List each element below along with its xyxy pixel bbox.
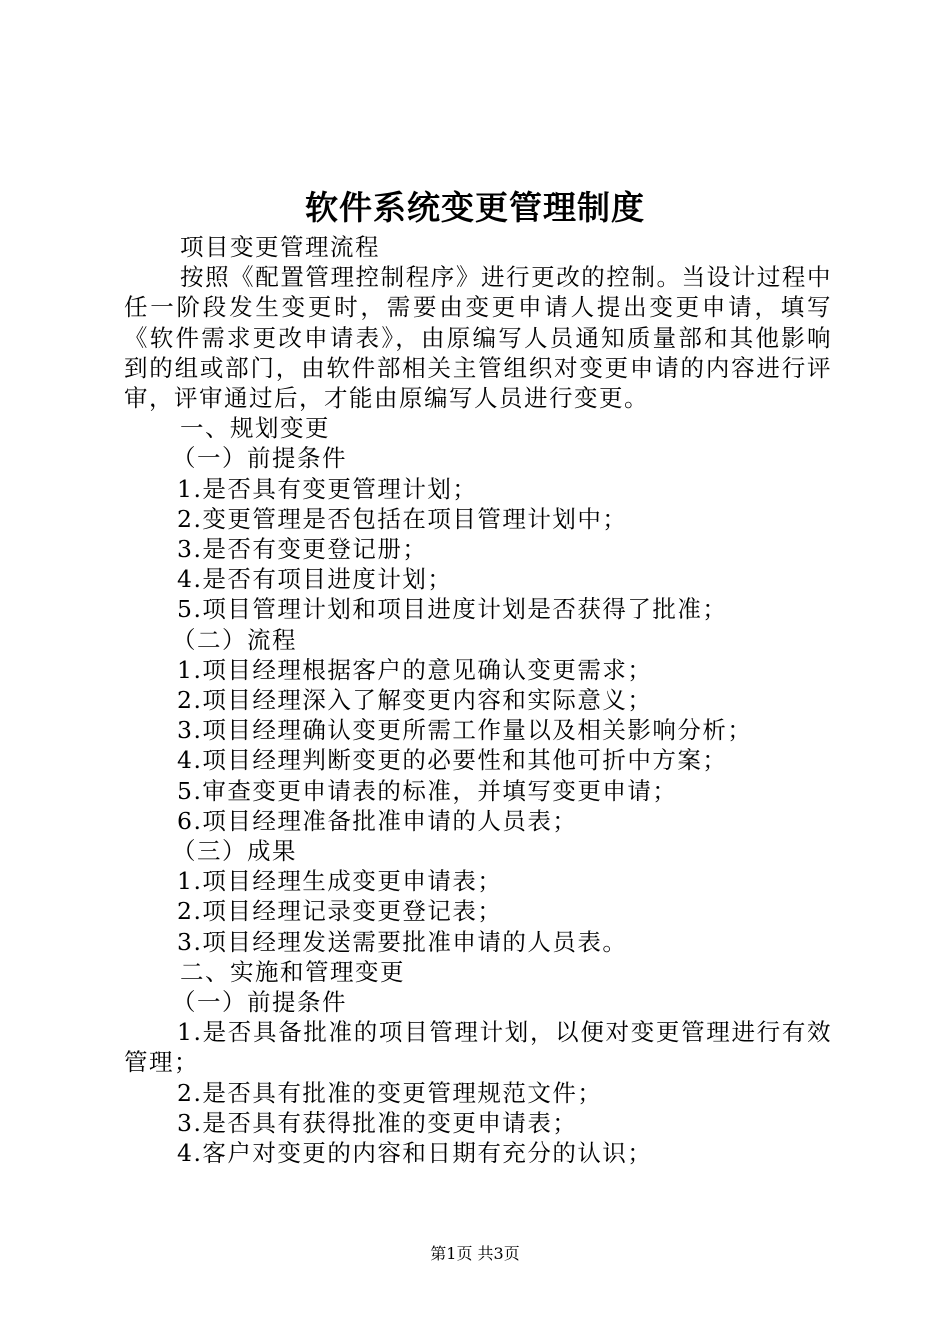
section1-sub1-heading: （一）前提条件 bbox=[172, 444, 347, 473]
intro-paragraph: 按照《配置管理控制程序》进行更改的控制。当设计过程中任一阶段发生变更时，需要由变更申请人提出变更申请，填写《软件需求更改申请表》，由原编写人员通知质量部和其他影响到的组或部门，由软件部相关主管组织对变更申请的内容进行评审，评审通过后，才能由原编写人员进行变更。 bbox=[124, 263, 832, 413]
list-item: 5.审查变更申请表的标准，并填写变更申请； bbox=[177, 776, 678, 805]
list-item: 2.变更管理是否包括在项目管理计划中； bbox=[177, 504, 628, 533]
list-item: 2.是否具有批准的变更管理规范文件； bbox=[177, 1078, 603, 1107]
list-item: 1.项目经理生成变更申请表； bbox=[177, 867, 503, 896]
list-item: 4.客户对变更的内容和日期有充分的认识； bbox=[177, 1139, 653, 1168]
section1-sub3-heading: （三）成果 bbox=[172, 837, 297, 866]
list-item: 4.项目经理判断变更的必要性和其他可折中方案； bbox=[177, 746, 728, 775]
list-item: 2.项目经理记录变更登记表； bbox=[177, 897, 503, 926]
section2-heading: 二、实施和管理变更 bbox=[180, 957, 405, 986]
list-item: 3.项目经理发送需要批准申请的人员表。 bbox=[177, 927, 628, 956]
list-item: 1.项目经理根据客户的意见确认变更需求； bbox=[177, 655, 653, 684]
document-title: 软件系统变更管理制度 bbox=[305, 188, 645, 227]
document-body bbox=[124, 232, 832, 1168]
list-item: 4.是否有项目进度计划； bbox=[177, 565, 453, 594]
section1-sub2-heading: （二）流程 bbox=[172, 625, 297, 654]
list-item: 3.是否有变更登记册； bbox=[177, 535, 428, 564]
list-item: 2.项目经理深入了解变更内容和实际意义； bbox=[177, 686, 653, 715]
intro-heading: 项目变更管理流程 bbox=[180, 233, 380, 261]
list-item: 3.是否具有获得批准的变更申请表； bbox=[177, 1108, 578, 1137]
list-item: 1.是否具有变更管理计划； bbox=[177, 474, 478, 503]
page-footer: 第1页 共3页 bbox=[430, 1244, 520, 1263]
list-item: 6.项目经理准备批准申请的人员表； bbox=[177, 806, 578, 835]
list-item: 1.是否具备批准的项目管理计划，以便对变更管理进行有效管理； bbox=[124, 1018, 832, 1077]
list-item: 3.项目经理确认变更所需工作量以及相关影响分析； bbox=[177, 716, 753, 745]
section1-heading: 一、规划变更 bbox=[180, 414, 330, 443]
list-item: 5.项目管理计划和项目进度计划是否获得了批准； bbox=[177, 595, 728, 624]
section2-sub1-heading: （一）前提条件 bbox=[172, 988, 347, 1017]
